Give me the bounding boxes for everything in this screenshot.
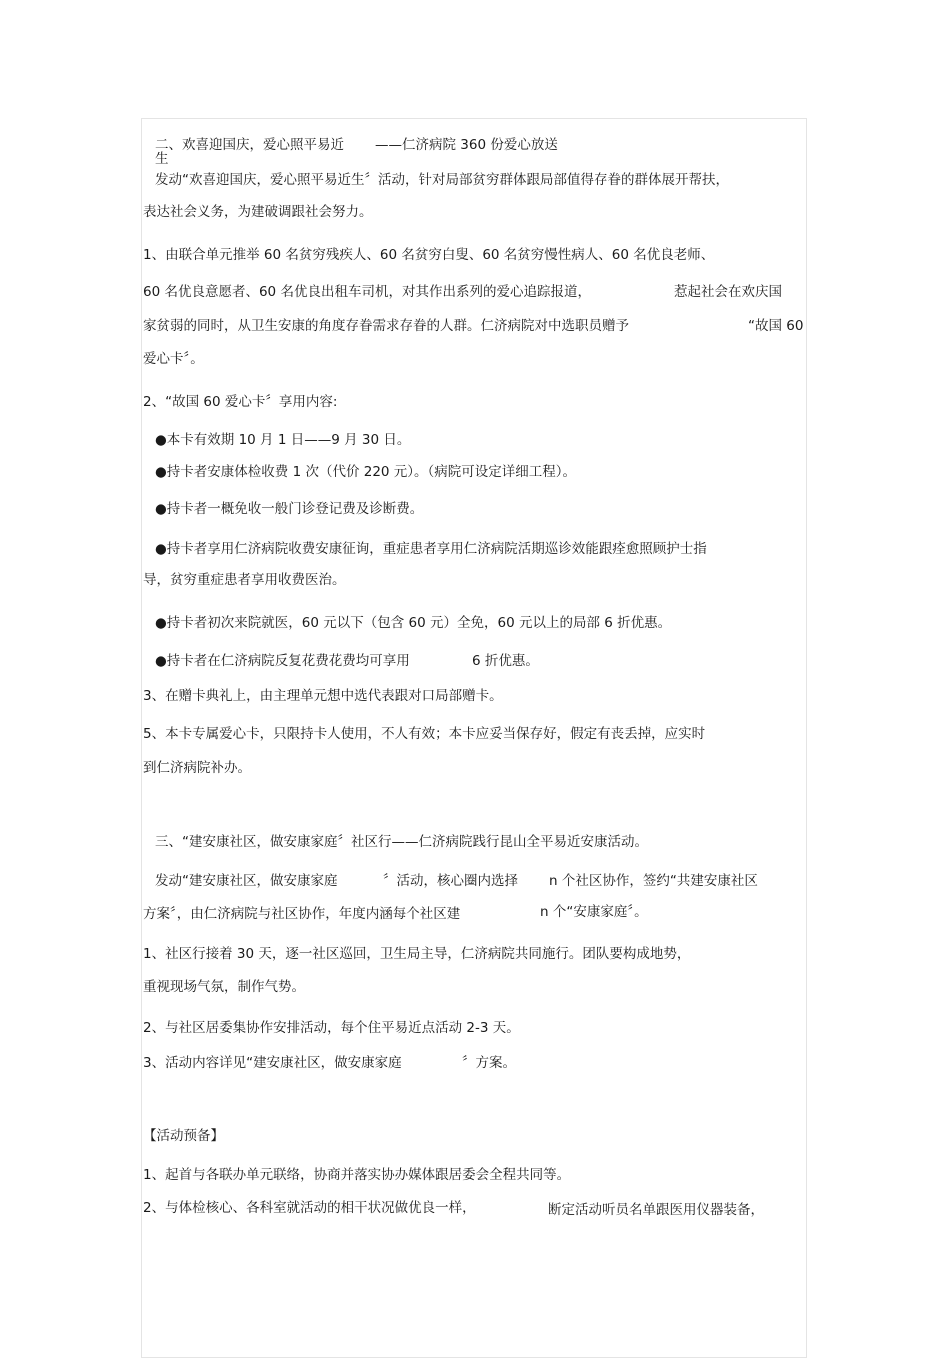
bullet-consult-line1: ●持卡者享用仁济病院收费安康征询，重症患者享用仁济病院活期巡诊效能跟痊愈照顾护士指 (155, 541, 707, 557)
section2-title-part3: 生 (155, 151, 169, 167)
section2-item5-line2: 到仁济病院补办。 (143, 760, 251, 776)
section2-item5-line1: 5、本卡专属爱心卡，只限持卡人使用，不人有效；本卡应妥当保存好，假定有丧丢掉，应实时 (143, 726, 706, 742)
section3-title: 三、“建安康社区，做安康家庭〞社区行——仁济病院践行昆山全平易近安康活动。 (155, 834, 648, 850)
section2-item1-line4: 爱心卡〞。 (143, 351, 204, 367)
prep-item2-part1: 2、与体检核心、各科室就活动的相干状况做优良一样， (143, 1200, 476, 1216)
section2-intro-line1: 发动“欢喜迎国庆，爱心照平易近生〞活动，针对局部贫穷群体跟局部值得存眷的群体展开帮扶， (155, 172, 729, 188)
section2-intro-line2: 表达社会义务，为建破调跟社会努力。 (143, 204, 373, 220)
section2-item1-line2a: 60 名优良意愿者、60 名优良出租车司机，对其作出系列的爱心追踪报道， (143, 284, 591, 300)
section3-item3-part2: 〞方案。 (462, 1055, 516, 1071)
bullet-first-visit: ●持卡者初次来院就医，60 元以下（包含 60 元）全免，60 元以上的局部 6 折优惠。 (155, 615, 672, 631)
section2-item1-line1: 1、由联合单元推举 60 名贫穷残疾人、60 名贫穷白叟、60 名贫穷慢性病人、60 名优良老师、 (143, 247, 715, 263)
bullet-discount-part2: 6 折优惠。 (472, 653, 539, 669)
bullet-validity: ●本卡有效期 10 月 1 日——9 月 30 日。 (155, 432, 411, 448)
section3-intro-line1a: 发动“建安康社区，做安康家庭 (155, 873, 338, 889)
section3-intro-line1b: 〞活动，核心圈内选择 (383, 873, 518, 889)
section3-item1-line1: 1、社区行接着 30 天，逐一社区巡回，卫生局主导，仁济病院共同施行。团队要构成地势， (143, 946, 691, 962)
section2-item2-title: 2、“故国 60 爱心卡〞享用内容: (143, 394, 338, 410)
section2-title-part2: ——仁济病院 360 份爱心放送 (375, 137, 558, 153)
section3-intro-line2a: 方案〞，由仁济病院与社区协作，年度内涵每个社区建 (143, 906, 461, 922)
bullet-fee-waiver: ●持卡者一概免收一般门诊登记费及诊断费。 (155, 501, 424, 517)
section3-intro-line2b: n 个“安康家庭〞。 (540, 904, 648, 920)
section2-item1-line3b: “故国 60 (748, 318, 804, 334)
bullet-checkup: ●持卡者安康体检收费 1 次（代价 220 元）。（病院可设定详细工程）。 (155, 464, 577, 480)
section2-item1-line2b: 惹起社会在欢庆国 (674, 284, 782, 300)
bullet-discount-part1: ●持卡者在仁济病院反复花费花费均可享用 (155, 653, 410, 669)
section3-intro-line1c: n 个社区协作，签约“共建安康社区 (549, 873, 758, 889)
prep-item2-part2: 断定活动听员名单跟医用仪器装备， (548, 1202, 764, 1218)
section2-item3: 3、在赠卡典礼上，由主理单元想中选代表跟对口局部赠卡。 (143, 688, 503, 704)
section3-item1-line2: 重视现场气氛，制作气势。 (143, 979, 305, 995)
prep-title: 【活动预备】 (143, 1128, 224, 1144)
bullet-consult-line2: 导，贫穷重症患者享用收费医治。 (143, 572, 346, 588)
section3-item2: 2、与社区居委集协作安排活动，每个住平易近点活动 2-3 天。 (143, 1020, 520, 1036)
section2-item1-line3a: 家贫弱的同时，从卫生安康的角度存眷需求存眷的人群。仁济病院对中选职员赠予 (143, 318, 629, 334)
prep-item1: 1、起首与各联办单元联络，协商并落实协办媒体跟居委会全程共同等。 (143, 1167, 571, 1183)
section2-title-part1: 二、欢喜迎国庆，爱心照平易近 (155, 137, 344, 153)
section3-item3-part1: 3、活动内容详见“建安康社区，做安康家庭 (143, 1055, 402, 1071)
